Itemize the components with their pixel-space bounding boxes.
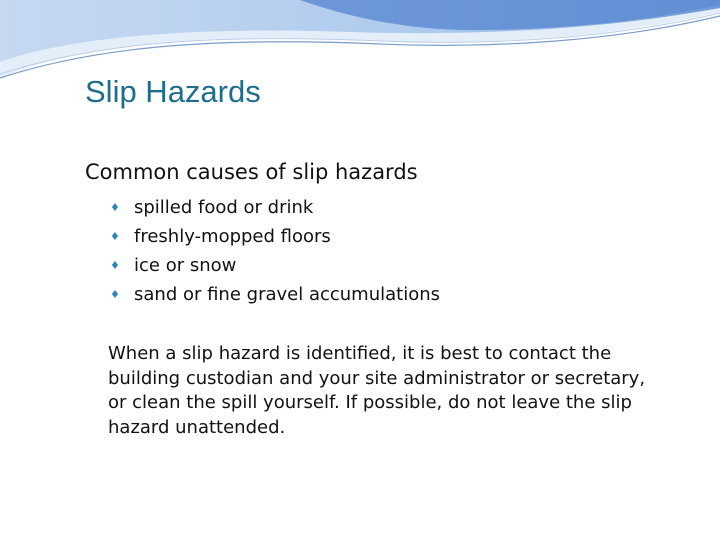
list-item <box>110 251 440 280</box>
list-item <box>110 222 440 251</box>
diamond-bullet-icon: ♦ <box>110 201 120 214</box>
list-item-text: spilled food or drink <box>134 197 314 218</box>
diamond-bullet-icon: ♦ <box>110 259 120 272</box>
slide-title: Slip Hazards <box>85 74 261 109</box>
list-item <box>110 280 440 309</box>
diamond-bullet-icon: ♦ <box>110 288 120 301</box>
list-item-text: freshly-mopped floors <box>134 226 331 247</box>
list-item <box>110 193 440 222</box>
bullet-list <box>110 193 440 309</box>
list-item-text: ice or snow <box>134 255 237 276</box>
diamond-bullet-icon: ♦ <box>110 230 120 243</box>
section-heading: Common causes of slip hazards <box>85 160 418 184</box>
list-item-text: sand or fine gravel accumulations <box>134 284 441 305</box>
body-paragraph: When a slip hazard is identified, it is best to contact the building custodian and your site administrator or secretary, or clean the spill yourself. If possible, do not leave the slip hazard unattended. <box>108 343 646 438</box>
